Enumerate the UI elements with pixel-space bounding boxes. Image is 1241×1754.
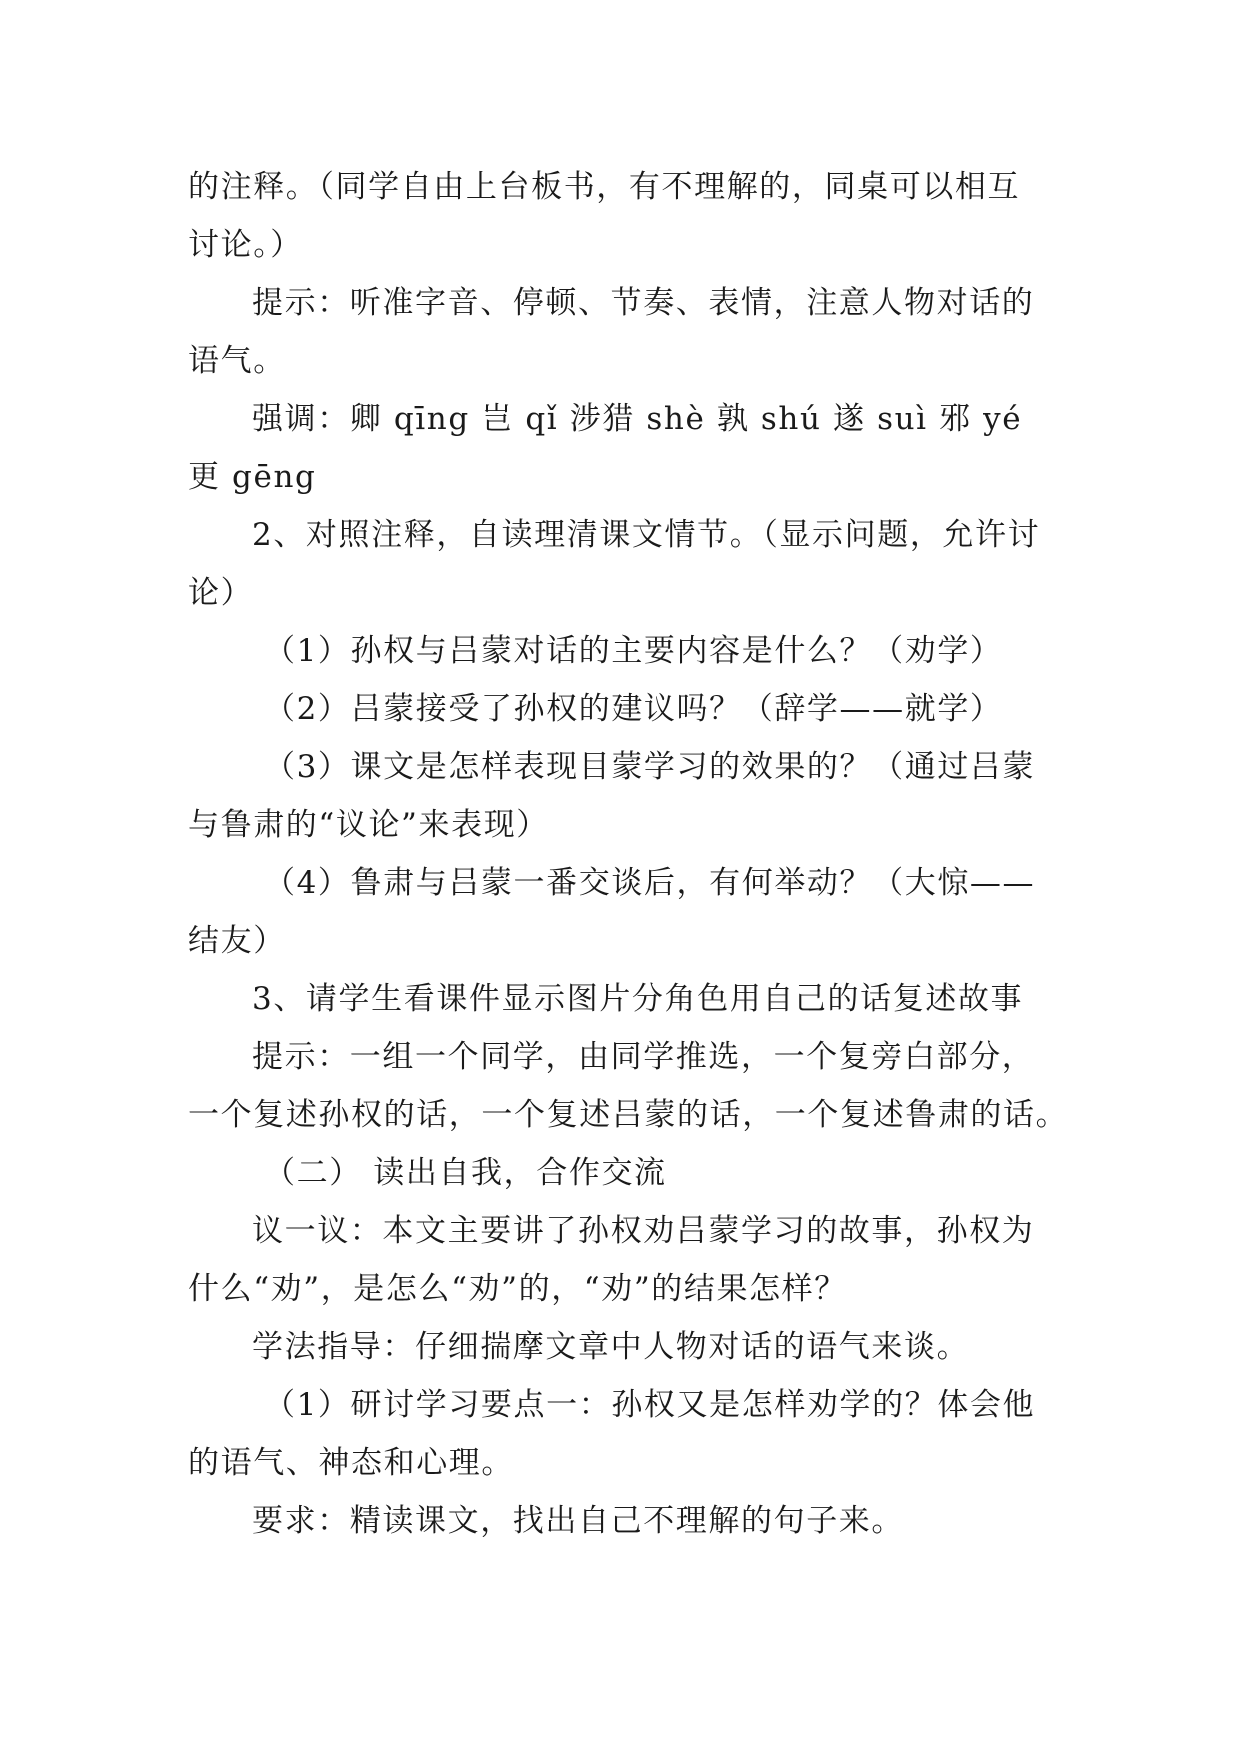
text-line: 语气。: [188, 343, 286, 379]
text-line: 强调：卿 qīng 岂 qǐ 涉猎 shè 孰 shú 遂 suì 邪 yé: [252, 401, 1023, 437]
text-line: 什么“劝”，是怎么“劝”的，“劝”的结果怎样？: [188, 1271, 847, 1307]
text-line: 论）: [188, 575, 254, 611]
text-line: 提示：听准字音、停顿、节奏、表情，注意人物对话的: [252, 285, 1035, 321]
text-line: （二） 读出自我，合作交流: [264, 1155, 667, 1191]
text-line: 要求：精读课文，找出自己不理解的句子来。: [252, 1503, 904, 1539]
text-line: 学法指导：仔细揣摩文章中人物对话的语气来谈。: [252, 1329, 970, 1365]
text-line: （2）吕蒙接受了孙权的建议吗？（辞学——就学）: [264, 691, 1003, 727]
text-line: 提示：一组一个同学，由同学推选，一个复旁白部分，: [252, 1039, 1035, 1075]
text-line: 3、请学生看课件显示图片分角色用自己的话复述故事: [252, 981, 1024, 1017]
text-line: （1）研讨学习要点一：孙权又是怎样劝学的？体会他: [264, 1387, 1036, 1423]
text-line: 一个复述孙权的话，一个复述吕蒙的话，一个复述鲁肃的话。: [188, 1097, 1069, 1133]
text-line: （1）孙权与吕蒙对话的主要内容是什么？（劝学）: [264, 633, 1003, 669]
text-line: 讨论。）: [188, 227, 303, 263]
text-line: 与鲁肃的“议论”来表现）: [188, 807, 549, 843]
text-line: （4）鲁肃与吕蒙一番交谈后，有何举动？（大惊——: [264, 865, 1036, 901]
text-line: 更 gēng: [188, 459, 317, 495]
text-line: 结友）: [188, 923, 286, 959]
text-line: 2、对照注释，自读理清课文情节。（显示问题，允许讨: [252, 517, 1041, 553]
text-line: 议一议：本文主要讲了孙权劝吕蒙学习的故事，孙权为: [252, 1213, 1035, 1249]
text-line: （3）课文是怎样表现目蒙学习的效果的？（通过吕蒙: [264, 749, 1036, 785]
text-line: 的语气、神态和心理。: [188, 1445, 514, 1481]
text-line: 的注释。（同学自由上台板书，有不理解的，同桌可以相互: [188, 169, 1021, 205]
body-text: [188, 158, 1069, 1550]
